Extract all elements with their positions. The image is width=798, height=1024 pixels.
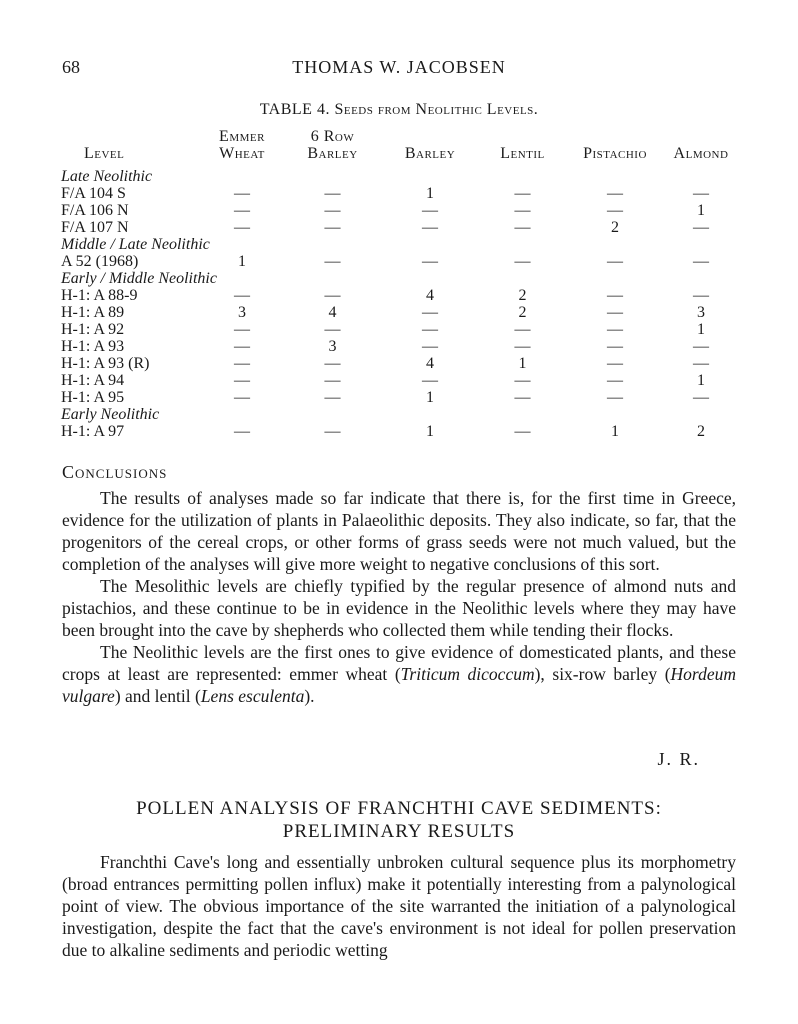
- value-cell: —: [607, 202, 623, 219]
- level-cell: H-1: A 93 (R): [61, 355, 150, 372]
- table-row: [58, 389, 742, 406]
- value-cell: 2: [611, 219, 619, 236]
- value-cell: —: [324, 219, 341, 236]
- value-cell: —: [514, 338, 531, 355]
- value-cell: 1: [697, 321, 705, 338]
- value-cell: 1: [426, 389, 434, 406]
- pollen-title-line-2: PRELIMINARY RESULTS: [282, 821, 516, 842]
- value-cell: 4: [328, 304, 337, 321]
- value-cell: —: [234, 355, 250, 372]
- header-lentil: Lentil: [500, 145, 545, 162]
- table-group-row: [58, 168, 742, 185]
- level-cell: F/A 106 N: [61, 202, 129, 219]
- table-header-row: [58, 128, 742, 168]
- header-almond: Almond: [673, 145, 729, 162]
- value-cell: —: [693, 253, 709, 270]
- level-cell: F/A 107 N: [61, 219, 129, 236]
- table-body: [58, 168, 742, 440]
- value-cell: —: [422, 372, 438, 389]
- pollen-text: [62, 851, 736, 961]
- value-cell: —: [693, 219, 709, 236]
- table-row: [58, 253, 742, 270]
- table-row: [58, 202, 742, 219]
- value-cell: —: [422, 338, 438, 355]
- value-cell: 1: [697, 202, 705, 219]
- header-6-row-barley: 6 Row Barley: [307, 128, 358, 162]
- table-row: [58, 219, 742, 236]
- value-cell: —: [607, 253, 623, 270]
- table-row: [58, 372, 742, 389]
- author-initials: J. R.: [657, 749, 700, 769]
- table-row: [58, 185, 742, 202]
- table-row: [58, 338, 742, 355]
- value-cell: 3: [238, 304, 246, 321]
- header-pistachio: Pistachio: [583, 145, 647, 162]
- seeds-table: [58, 128, 742, 440]
- value-cell: —: [514, 185, 531, 202]
- value-cell: —: [607, 389, 623, 406]
- value-cell: —: [234, 338, 250, 355]
- value-cell: 2: [518, 287, 527, 304]
- value-cell: 1: [426, 185, 434, 202]
- value-cell: —: [693, 287, 709, 304]
- conclusions-heading: Conclusions: [62, 462, 168, 482]
- table-group-row: [58, 270, 742, 287]
- value-cell: —: [324, 287, 341, 304]
- value-cell: —: [234, 219, 250, 236]
- value-cell: 1: [518, 355, 527, 372]
- value-cell: —: [234, 389, 250, 406]
- value-cell: 1: [426, 423, 434, 440]
- group-label: Early Neolithic: [61, 406, 160, 423]
- value-cell: —: [514, 372, 531, 389]
- value-cell: —: [324, 253, 341, 270]
- pollen-paragraph-1: Franchthi Cave's long and essentially unbroken cultural sequence plus its morphometry (broad entrances permitting pollen influx) make it potentially interesting from a palynological point of view. The obvious importance of the site warranted the initiation of a palynological investigation, despite the fact that the cave's environment is not ideal for pollen preservation due to alkaline sediments and periodic wetting: [62, 852, 736, 960]
- table-group-row: [58, 236, 742, 253]
- conclusions-paragraph-1: The results of analyses made so far indicate that there is, for the first time in Greece, evidence for the utilization of plants in Palaeolithic deposits. They also indicate, so far, that the progenitors of the cereal crops, or other forms of grass seeds were not much valued, but the completion of the analyses will give more weight to negative conclusions of this sort.: [62, 488, 736, 574]
- value-cell: —: [422, 202, 438, 219]
- value-cell: 1: [611, 423, 619, 440]
- level-cell: H-1: A 93: [61, 338, 125, 355]
- level-cell: H-1: A 94: [61, 372, 125, 389]
- value-cell: —: [234, 185, 250, 202]
- value-cell: —: [693, 185, 709, 202]
- value-cell: 1: [697, 372, 705, 389]
- value-cell: —: [693, 338, 709, 355]
- table-row: [58, 304, 742, 321]
- value-cell: —: [324, 372, 341, 389]
- value-cell: —: [607, 372, 623, 389]
- table-caption: [0, 101, 798, 119]
- value-cell: —: [422, 219, 438, 236]
- value-cell: —: [693, 389, 709, 406]
- level-cell: H-1: A 95: [61, 389, 125, 406]
- header-barley: Barley: [404, 145, 456, 162]
- value-cell: —: [607, 355, 623, 372]
- value-cell: 4: [426, 355, 434, 372]
- species-triticum: Triticum dicoccum: [400, 664, 535, 684]
- value-cell: —: [514, 202, 531, 219]
- value-cell: —: [324, 423, 341, 440]
- value-cell: —: [234, 321, 250, 338]
- value-cell: —: [234, 287, 250, 304]
- running-head: [0, 57, 798, 81]
- value-cell: —: [422, 253, 438, 270]
- value-cell: —: [607, 321, 623, 338]
- value-cell: 1: [238, 253, 246, 270]
- value-cell: 2: [697, 423, 705, 440]
- table-caption-number: TABLE 4.: [259, 101, 330, 118]
- species-hordeum: Hordeum vulgare: [62, 664, 736, 706]
- group-label: Early / Middle Neolithic: [61, 270, 217, 287]
- level-cell: H-1: A 88-9: [61, 287, 138, 304]
- value-cell: —: [514, 423, 531, 440]
- conclusions-paragraph-2: The Mesolithic levels are chiefly typified by the regular presence of almond nuts and pistachios, and these continue to be in evidence in the Neolithic levels where they may have been brought into the cave by shepherds who collected them while tending their flocks.: [62, 576, 736, 640]
- table-caption-text: Seeds from Neolithic Levels.: [334, 101, 539, 118]
- level-cell: H-1: A 97: [61, 423, 125, 440]
- pollen-section-title: [0, 797, 798, 843]
- value-cell: —: [234, 423, 250, 440]
- value-cell: 2: [518, 304, 527, 321]
- value-cell: —: [422, 321, 438, 338]
- conclusions-paragraph-3: The Neolithic levels are the first ones to give evidence of domesticated plants, and these crops at least are represented: emmer wheat (Triticum dicoccum), six-row barley (Hordeum vulgare) and lentil (Lens esculenta).: [62, 642, 736, 706]
- value-cell: —: [234, 372, 250, 389]
- value-cell: 3: [328, 338, 337, 355]
- value-cell: —: [693, 355, 709, 372]
- value-cell: —: [324, 202, 341, 219]
- header-level: Level: [84, 145, 125, 162]
- value-cell: —: [422, 304, 438, 321]
- group-label: Middle / Late Neolithic: [61, 236, 210, 253]
- level-cell: F/A 104 S: [61, 185, 126, 202]
- value-cell: —: [514, 219, 531, 236]
- table-group-row: [58, 406, 742, 423]
- value-cell: 4: [426, 287, 434, 304]
- value-cell: —: [234, 202, 250, 219]
- value-cell: —: [324, 185, 341, 202]
- value-cell: —: [607, 287, 623, 304]
- value-cell: —: [514, 253, 531, 270]
- value-cell: —: [324, 355, 341, 372]
- level-cell: A 52 (1968): [61, 253, 139, 270]
- value-cell: —: [607, 185, 623, 202]
- pollen-title-line-1: POLLEN ANALYSIS OF FRANCHTHI CAVE SEDIMENTS:: [136, 798, 662, 819]
- conclusions-text: [62, 487, 736, 707]
- value-cell: 3: [697, 304, 705, 321]
- header-emmer-wheat: Emmer Wheat: [219, 128, 265, 162]
- value-cell: —: [514, 321, 531, 338]
- value-cell: —: [607, 338, 623, 355]
- page-number: 68: [62, 57, 80, 77]
- author-running-head: THOMAS W. JACOBSEN: [292, 57, 506, 77]
- table-row: [58, 287, 742, 304]
- species-lens: Lens esculenta: [200, 686, 305, 706]
- table-row: [58, 321, 742, 338]
- value-cell: —: [607, 304, 623, 321]
- group-label: Late Neolithic: [61, 168, 153, 185]
- value-cell: —: [324, 321, 341, 338]
- level-cell: H-1: A 89: [61, 304, 125, 321]
- level-cell: H-1: A 92: [61, 321, 125, 338]
- value-cell: —: [324, 389, 341, 406]
- table-row: [58, 423, 742, 440]
- value-cell: —: [514, 389, 531, 406]
- table-row: [58, 355, 742, 372]
